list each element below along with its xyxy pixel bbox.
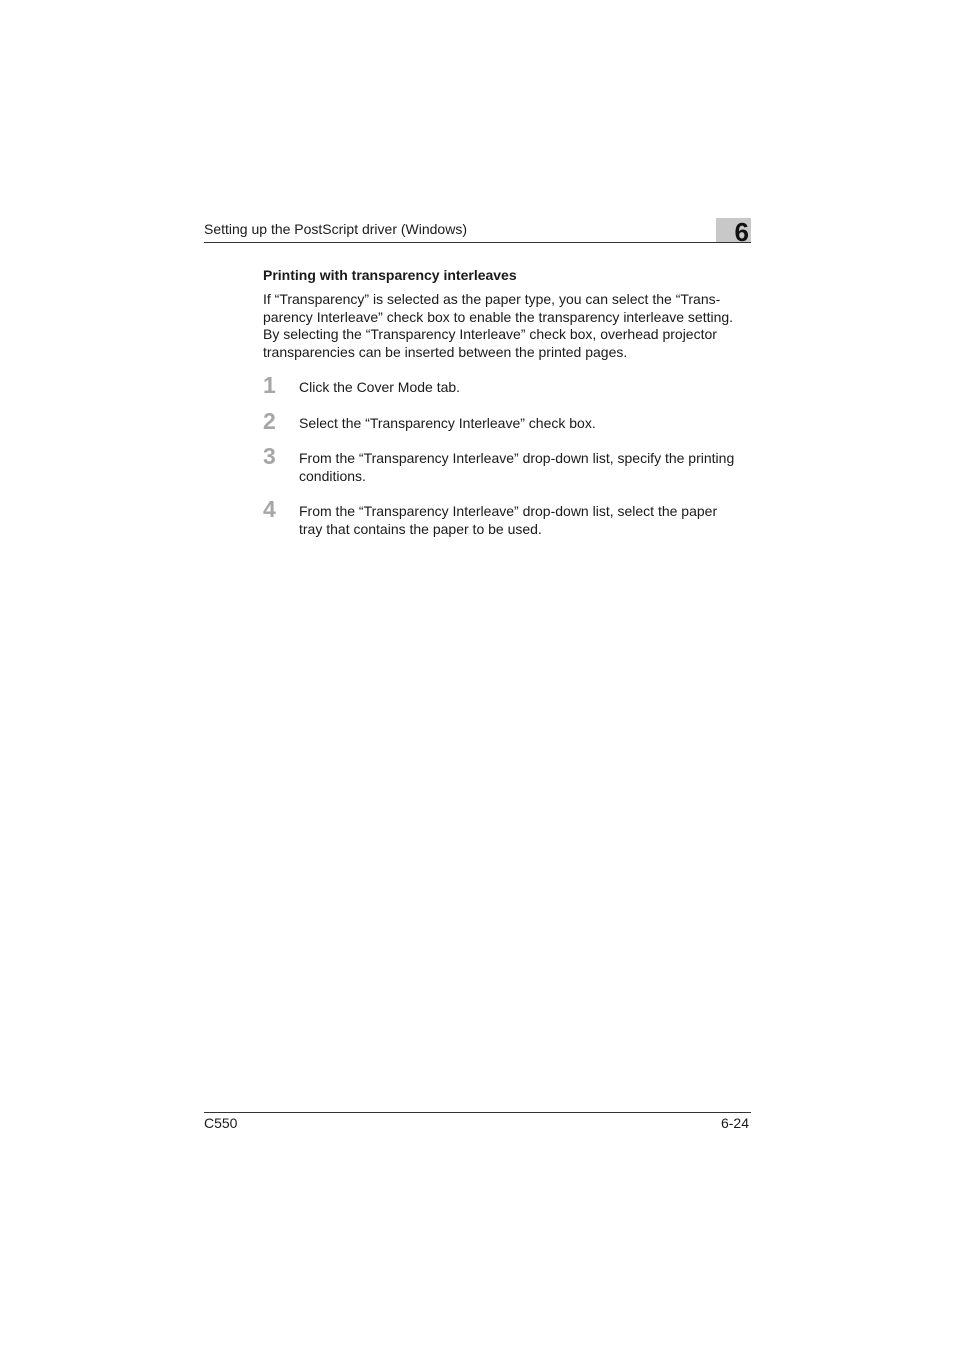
footer-model: C550 (204, 1115, 238, 1131)
step-line: tray that contains the paper to be used. (299, 520, 542, 537)
chapter-badge (716, 217, 751, 247)
intro-line: By selecting the “Transparency Interleave” check box, overhead projector (263, 326, 717, 343)
step-number: 2 (263, 408, 276, 434)
step-text (299, 379, 751, 397)
chapter-number: 6 (734, 217, 749, 247)
step-text (299, 450, 751, 485)
intro-line: If “Transparency” is selected as the paper type, you can select the “Trans- (263, 291, 721, 307)
step-line: conditions. (299, 467, 366, 484)
footer-divider (204, 1112, 751, 1113)
intro-paragraph (263, 291, 751, 362)
intro-line: transparencies can be inserted between the printed pages. (263, 344, 628, 361)
header-divider (204, 242, 751, 243)
intro-line: parency Interleave” check box to enable the transparency interleave setting. (263, 308, 734, 325)
section-heading: Printing with transparency interleaves (263, 267, 517, 283)
step-text (299, 503, 751, 538)
step-line: Select the “Transparency Interleave” check box. (299, 415, 596, 431)
step-line: Click the Cover Mode tab. (299, 379, 461, 395)
step-line: From the “Transparency Interleave” drop-down list, select the paper (299, 503, 718, 519)
running-header-title: Setting up the PostScript driver (Windows) (204, 221, 467, 237)
step-line: From the “Transparency Interleave” drop-down list, specify the printing (299, 450, 735, 466)
step-text (299, 415, 751, 433)
step-number: 1 (263, 372, 276, 398)
step-number: 4 (263, 496, 276, 522)
step-number: 3 (263, 443, 276, 469)
footer-page-number: 6-24 (720, 1115, 749, 1131)
